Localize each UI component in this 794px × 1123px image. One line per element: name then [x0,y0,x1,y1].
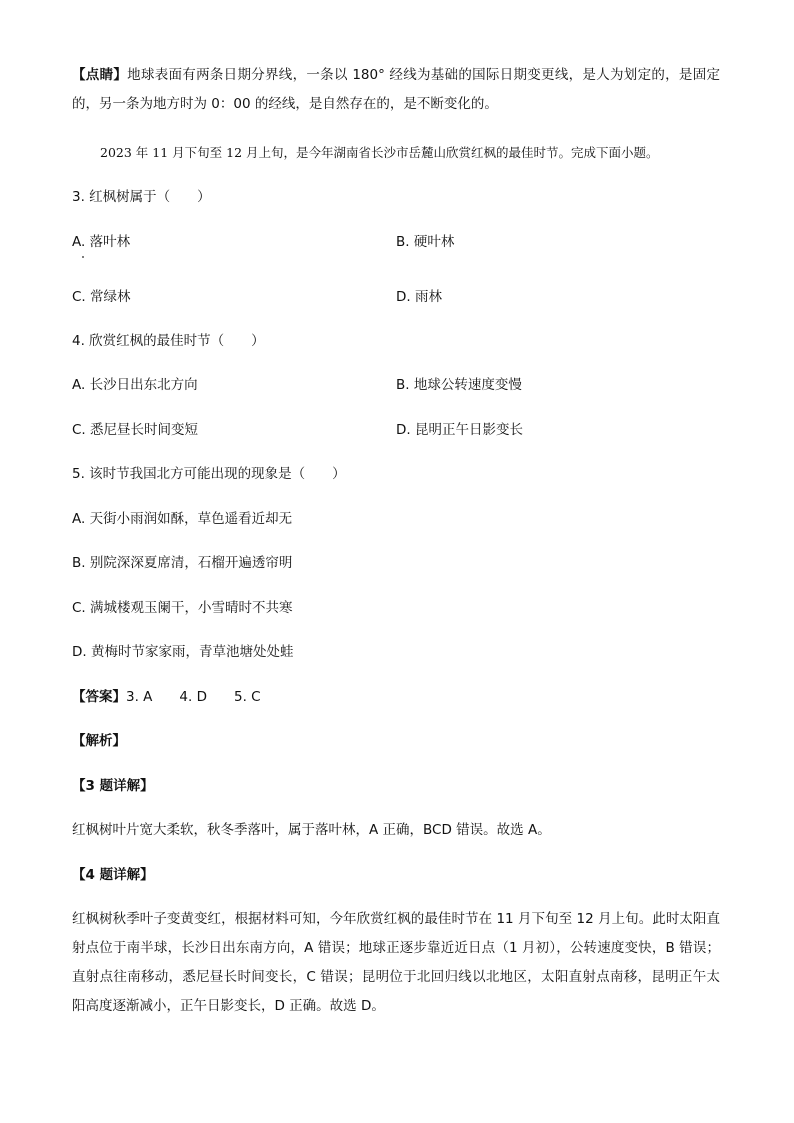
q4-option-b: B. 地球公转速度变慢 [396,377,522,393]
q3-option-d: D. 雨林 [396,289,442,305]
mark-dot [82,256,84,258]
q5-option-d: D. 黄梅时节家家雨，青草池塘处处蛙 [72,644,294,660]
question-intro: 2023 年 11 月下旬至 12 月上旬，是今年湖南省长沙市岳麓山欣赏红枫的最佳时节。完成下面小题。 [100,145,659,160]
q3-detail-text: 红枫树叶片宽大柔软，秋冬季落叶，属于落叶林，A 正确，BCD 错误。故选 A。 [72,822,551,838]
q5-option-b: B. 别院深深夏席清，石榴开遍透帘明 [72,555,293,571]
dianjing-text: 地球表面有两条日期分界线，一条以 180° 经线为基础的国际日期变更线，是人为划定的，是固定的，另一条为地方时为 0：00 的经线，是自然存在的，是不断变化的。 [72,67,720,112]
q3-detail-label: 【3 题详解】 [72,778,154,794]
q3-option-b: B. 硬叶林 [396,234,455,250]
q4-option-c: C. 悉尼昼长时间变短 [72,422,199,438]
q5-option-a: A. 天街小雨润如酥，草色遥看近却无 [72,511,293,527]
q3-stem: 3. 红枫树属于（ ） [72,189,211,205]
answer-label: 【答案】 [72,689,126,705]
q3-option-c: C. 常绿林 [72,289,131,305]
answer-line [72,687,261,707]
answer-text: 3. A 4. D 5. C [126,689,261,705]
q4-option-a: A. 长沙日出东北方向 [72,377,198,393]
q4-stem: 4. 欣赏红枫的最佳时节（ ） [72,333,265,349]
dianjing-label: 【点睛】 [72,67,128,83]
dianjing-paragraph [72,61,720,119]
q3-option-a: A. 落叶林 [72,234,131,250]
q5-option-c: C. 满城楼观玉阑干，小雪晴时不共寒 [72,600,293,616]
q4-detail-label: 【4 题详解】 [72,867,154,883]
analysis-label: 【解析】 [72,733,126,749]
q4-option-d: D. 昆明正午日影变长 [396,422,523,438]
q4-detail-text: 红枫树秋季叶子变黄变红，根据材料可知，今年欣赏红枫的最佳时节在 11 月下旬至 12 月上旬。此时太阳直射点位于南半球，长沙日出东南方向，A 错误；地球正逐步靠近近日点（1 月初），公转速度变快，B 错误；直射点往南移动，悉尼昼长时间变长，C 错误；昆明位于北回归线以北地区，太阳直射点南移，昆明正午太阳高度逐渐减小，正午日影变长，D 正确。故选 D。 [72,911,720,1014]
q5-stem: 5. 该时节我国北方可能出现的现象是（ ） [72,466,346,482]
